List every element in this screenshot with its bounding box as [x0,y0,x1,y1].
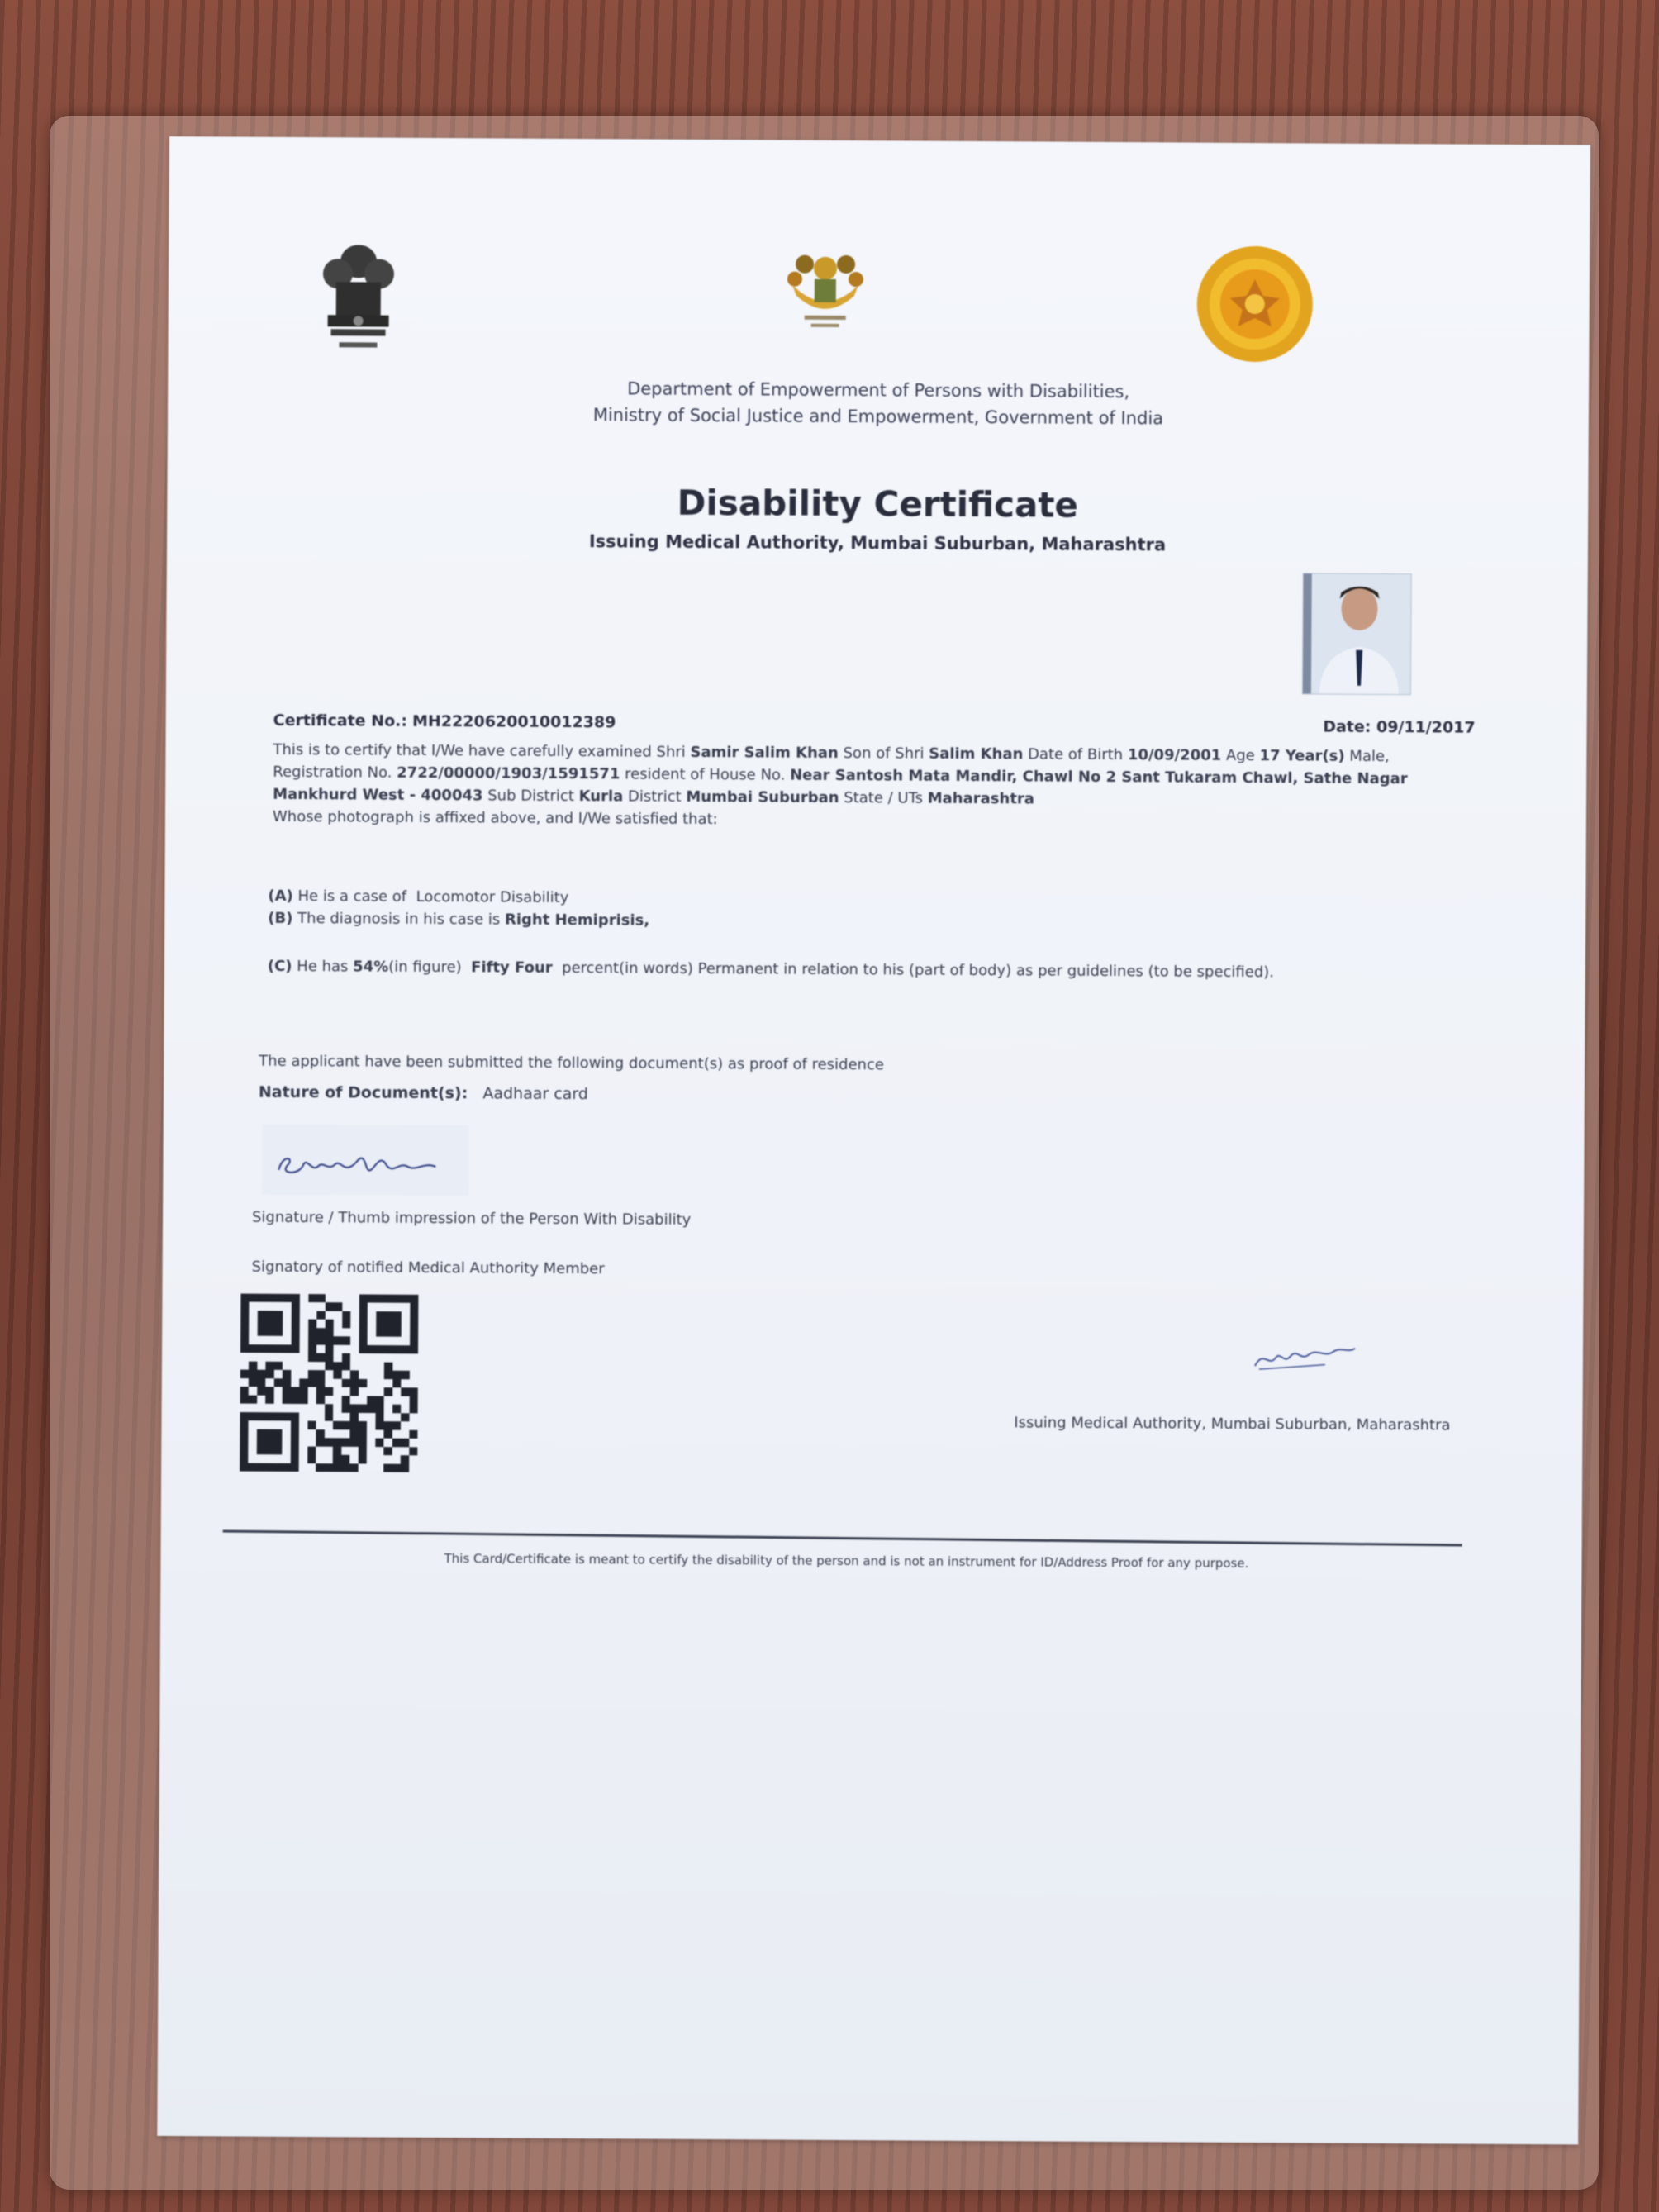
body-text: District [627,787,682,806]
qr-code-icon [240,1294,418,1472]
document-nature-label: Nature of Document(s): [258,1082,468,1103]
certificate-date-label: Date: [1323,717,1371,736]
finding-b-text: The diagnosis in his case is [297,909,501,929]
address-value: Near Santosh Mata Mandir, Chawl No 2 Sant Tukaram Chawl, Sathe Nagar Mankhurd West - 400043 [273,766,1408,805]
body-text: State / UTs [844,789,924,807]
certificate-number-value: MH2220620010012389 [411,711,616,732]
document-nature-value: Aadhaar card [482,1084,588,1104]
disability-type: Locomotor Disability [416,887,569,906]
disability-percent: 54% [353,958,389,976]
disability-percent-words: Fifty Four [471,959,553,977]
body-text: Date of Birth [1028,745,1124,764]
finding-c-label: (C) [267,957,292,975]
residence-proof-text: The applicant have been submitted the following document(s) as proof of residence [259,1052,885,1074]
applicant-name: Samir Salim Khan [690,743,839,762]
father-name: Salim Khan [929,744,1024,763]
disclaimer-text: This Card/Certificate is meant to certify the disability of the person and is not an instrument for ID/Address Proof for any purpose. [444,1551,1249,1572]
signature-caption: Signature / Thumb impression of the Person With Disability [251,1208,692,1229]
body-text: resident of House No. [625,765,786,784]
state-value: Maharashtra [927,789,1035,808]
registration-number: 2722/00000/1903/1591571 [397,763,620,783]
authority-seal-icon [1192,242,1317,367]
certificate-page [157,136,1590,2144]
finding-a-text: He is a case of [297,887,407,906]
department-line: Department of Empowerment of Persons with Disabilities, [627,378,1130,402]
certificate-title: Disability Certificate [677,482,1079,526]
issuing-authority-footer: Issuing Medical Authority, Mumbai Suburban, Maharashtra [1014,1414,1451,1434]
finding-c-text: (in figure) [388,958,462,977]
ministry-line: Ministry of Social Justice and Empowerment, Government of India [592,405,1164,429]
authority-signature [1251,1333,1358,1375]
finding-a-label: (A) [268,887,293,905]
finding-b-label: (B) [268,909,293,927]
date-of-birth: 10/09/2001 [1127,746,1222,764]
applicant-photo [1302,573,1412,695]
district-value: Mumbai Suburban [686,787,839,806]
india-emblem-icon [312,236,404,361]
finding-c [268,955,1470,985]
body-text: Age [1225,746,1255,765]
body-text: Male, Registration No. [273,747,1390,782]
applicant-signature [262,1125,469,1196]
sub-district-value: Kurla [578,787,624,806]
diagnosis-value: Right Hemiprisis, [504,911,650,930]
divider [223,1529,1462,1546]
certificate-number-label: Certificate No.: [273,711,408,730]
body-text: This is to certify that I/We have carefully examined Shri [273,740,686,761]
certificate-date [1323,718,1476,737]
certification-paragraph [273,739,1471,835]
body-text: Sub District [487,787,574,806]
certificate-subtitle: Issuing Medical Authority, Mumbai Suburban, Maharashtra [588,531,1167,555]
body-text: Whose photograph is affixed above, and I/We satisfied that: [272,807,718,829]
age-value: 17 Year(s) [1259,747,1345,765]
signatory-caption: Signatory of notified Medical Authority Member [251,1258,605,1278]
certificate-number [273,711,616,732]
certificate-date-value: 09/11/2017 [1376,717,1476,737]
finding-c-text: He has [297,957,349,976]
maharashtra-emblem-icon [763,239,888,339]
document-nature [259,1083,588,1103]
finding-c-text: percent(in words) Permanent in relation to his (part of body) as per guidelines (to be specified). [562,959,1275,982]
body-text: Son of Shri [843,744,925,763]
